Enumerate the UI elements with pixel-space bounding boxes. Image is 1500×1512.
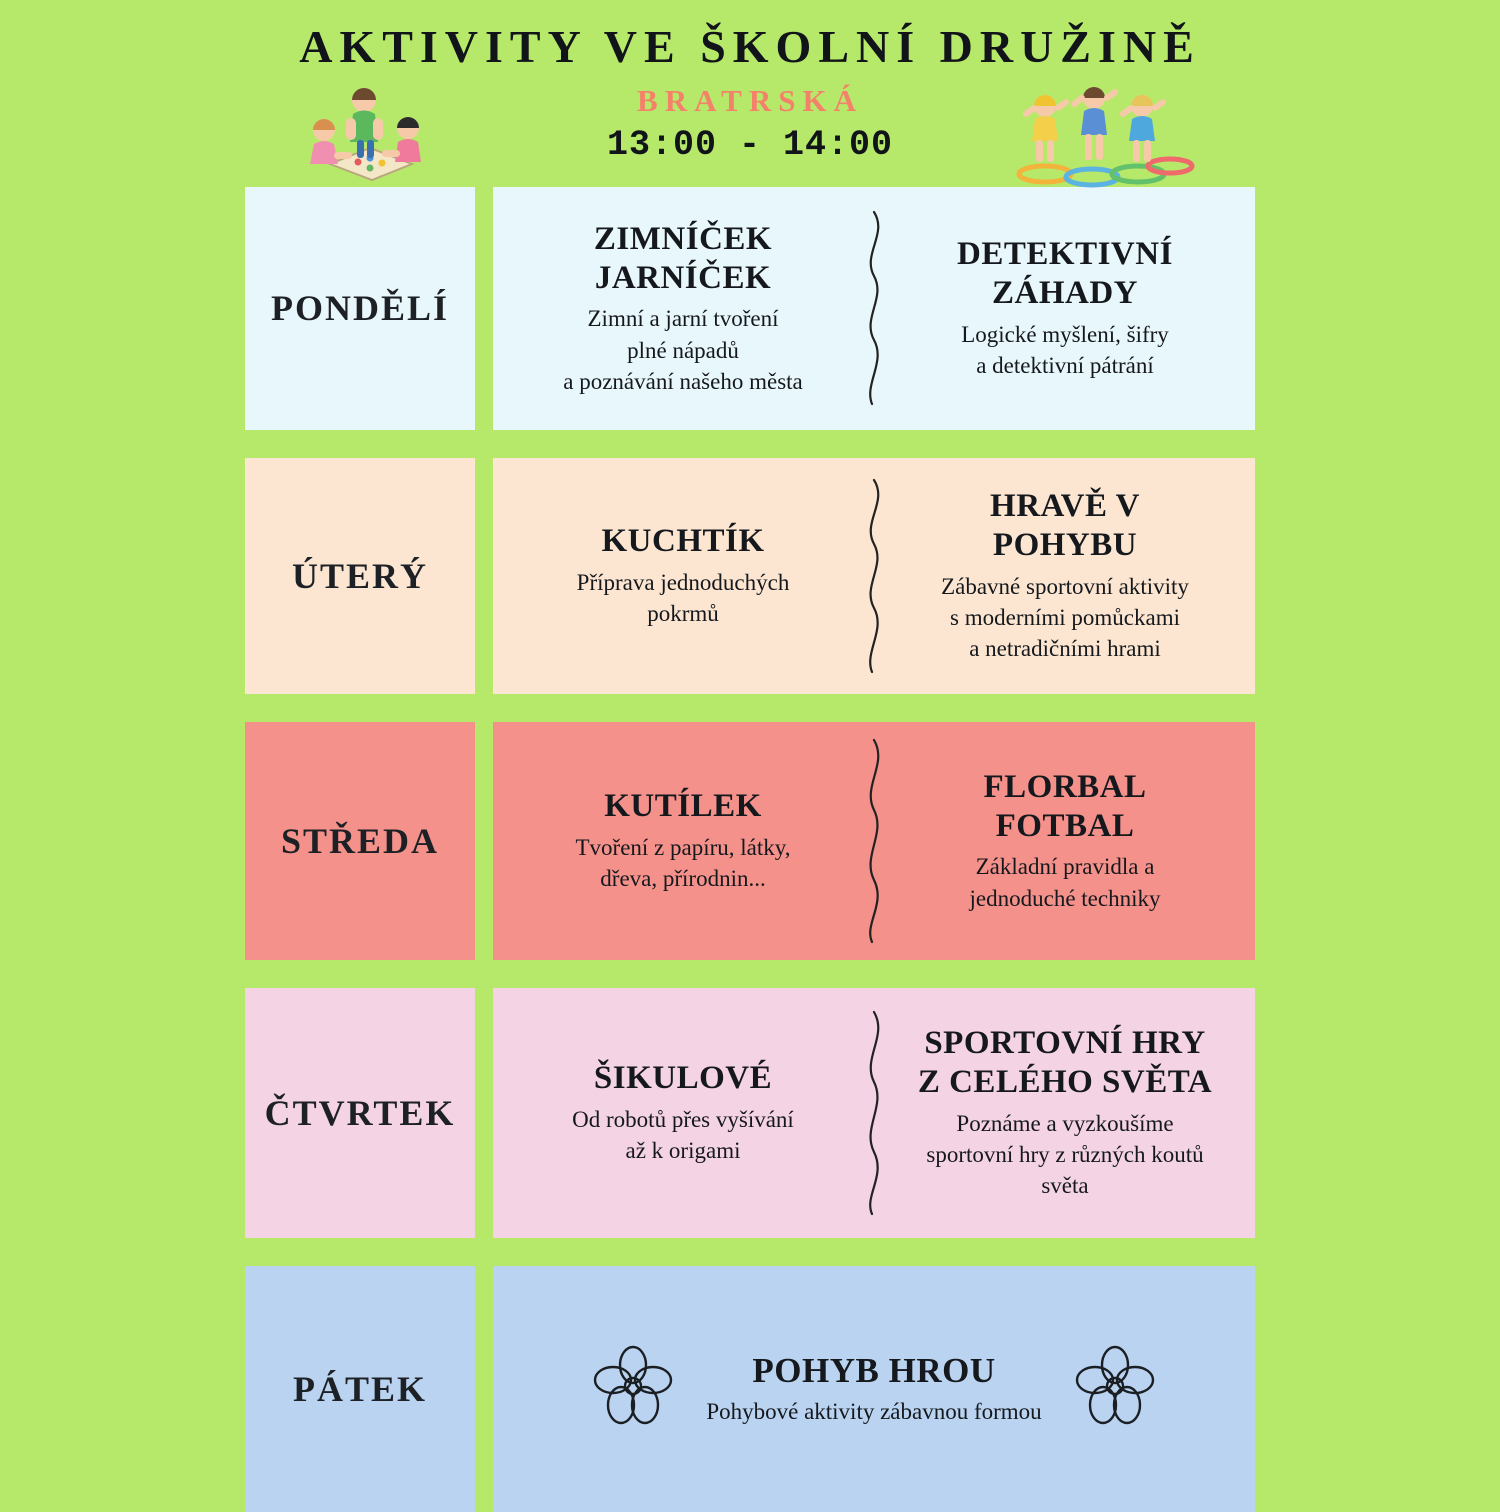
activity-description (903, 571, 1227, 664)
activity-title (903, 235, 1227, 313)
children-jumping-hoops-icon (1010, 78, 1195, 193)
activities-monday (493, 187, 1255, 430)
activity-description (521, 1104, 845, 1166)
activities-friday (493, 1266, 1255, 1512)
activity-description (903, 851, 1227, 913)
activity-desc-line: a detektivní pátrání (976, 353, 1154, 379)
activity-title-line: KUTÍLEK (604, 788, 762, 825)
page-subtitle: BRATRSKÁ (637, 82, 863, 118)
squiggle-line-icon (851, 736, 897, 946)
activity-desc-line: pokrmů (647, 601, 719, 627)
activity-desc-line: Logické myšlení, šifry (961, 321, 1169, 347)
activity-title-line: FLORBAL (983, 768, 1147, 805)
activity-desc-line: Zimní a jarní tvoření (587, 306, 779, 332)
activity-desc-line: jednoduché techniky (969, 885, 1161, 911)
activity-title (521, 220, 845, 298)
activity-desc-line: Tvoření z papíru, látky, (575, 835, 791, 861)
activity-card (515, 472, 851, 680)
schedule-row-monday (245, 187, 1255, 430)
day-label-thursday: ČTVRTEK (245, 988, 475, 1238)
activity-title-line: JARNÍČEK (594, 259, 772, 296)
activity-card (897, 201, 1233, 416)
activities-tuesday (493, 458, 1255, 694)
activity-title-line: Z CELÉHO SVĚTA (917, 1064, 1213, 1101)
activity-description (903, 319, 1227, 381)
day-label-friday: PÁTEK (245, 1266, 475, 1512)
activity-card (897, 736, 1233, 946)
activity-desc-line: až k origami (625, 1138, 741, 1164)
activity-desc-line: Zábavné sportovní aktivity (941, 573, 1189, 599)
squiggle-line-icon (851, 201, 897, 416)
squiggle-line-icon (851, 1002, 897, 1224)
schedule-row-wednesday (245, 722, 1255, 960)
time-range: 13:00 - 14:00 (606, 124, 894, 165)
activity-desc-line: plné nápadů (627, 337, 739, 363)
flower-icon (590, 1343, 676, 1434)
activity-desc-line: a netradičními hrami (969, 636, 1161, 662)
activity-description: Pohybové aktivity zábavnou formou (706, 1398, 1042, 1424)
activity-card (897, 1002, 1233, 1224)
schedule-row-friday (245, 1266, 1255, 1512)
page-title: AKTIVITY VE ŠKOLNÍ DRUŽINĚ (299, 21, 1201, 72)
activities-wednesday (493, 722, 1255, 960)
activity-card (897, 472, 1233, 680)
weekly-schedule (0, 187, 1500, 1512)
activity-title (903, 1024, 1227, 1102)
squiggle-line-icon (851, 472, 897, 680)
day-label-monday: PONDĚLÍ (245, 187, 475, 430)
activity-title-line: SPORTOVNÍ HRY (924, 1025, 1206, 1062)
children-playing-board-game-icon (300, 78, 430, 188)
activity-title (521, 522, 845, 561)
activity-desc-line: Příprava jednoduchých (576, 570, 790, 596)
activity-title (521, 787, 845, 826)
schedule-row-thursday (245, 988, 1255, 1238)
activity-title-line: KUCHTÍK (601, 523, 765, 560)
activity-desc-line: Základní pravidla a (975, 854, 1155, 880)
activity-title-line: FOTBAL (995, 807, 1135, 844)
activity-title-line: ŠIKULOVÉ (593, 1060, 773, 1097)
activity-description (521, 832, 845, 894)
activity-title-line: HRAVĚ V (990, 488, 1140, 525)
activity-desc-line: dřeva, přírodnin... (600, 866, 766, 892)
activity-title: POHYB HROU (752, 1351, 996, 1391)
activity-desc-line: s moderními pomůckami (950, 605, 1180, 630)
activity-title-line: DETEKTIVNÍ ZÁHADY (957, 236, 1173, 312)
flower-icon (1072, 1343, 1158, 1434)
activity-description (521, 567, 845, 629)
activity-description (903, 1108, 1227, 1201)
activity-card (706, 1350, 1041, 1426)
activity-title (903, 487, 1227, 565)
activity-card (515, 201, 851, 416)
activity-title-line: POHYBU (992, 527, 1138, 564)
activity-card (515, 736, 851, 946)
day-label-tuesday: ÚTERÝ (245, 458, 475, 694)
activity-desc-line: světa (1041, 1173, 1089, 1199)
activity-title (521, 1059, 845, 1098)
activities-thursday (493, 988, 1255, 1238)
schedule-row-tuesday (245, 458, 1255, 694)
poster-header (0, 0, 1500, 165)
activity-desc-line: sportovní hry z různých koutů (926, 1142, 1204, 1167)
activity-title (903, 768, 1227, 846)
activity-title-line: ZIMNÍČEK (593, 220, 773, 257)
activity-desc-line: Poznáme a vyzkoušíme (956, 1110, 1174, 1136)
activity-desc-line: Od robotů přes vyšívání (572, 1107, 794, 1133)
activity-desc-line: a poznávání našeho města (563, 368, 803, 394)
day-label-wednesday: STŘEDA (245, 722, 475, 960)
activity-description (521, 303, 845, 396)
activity-card (515, 1002, 851, 1224)
